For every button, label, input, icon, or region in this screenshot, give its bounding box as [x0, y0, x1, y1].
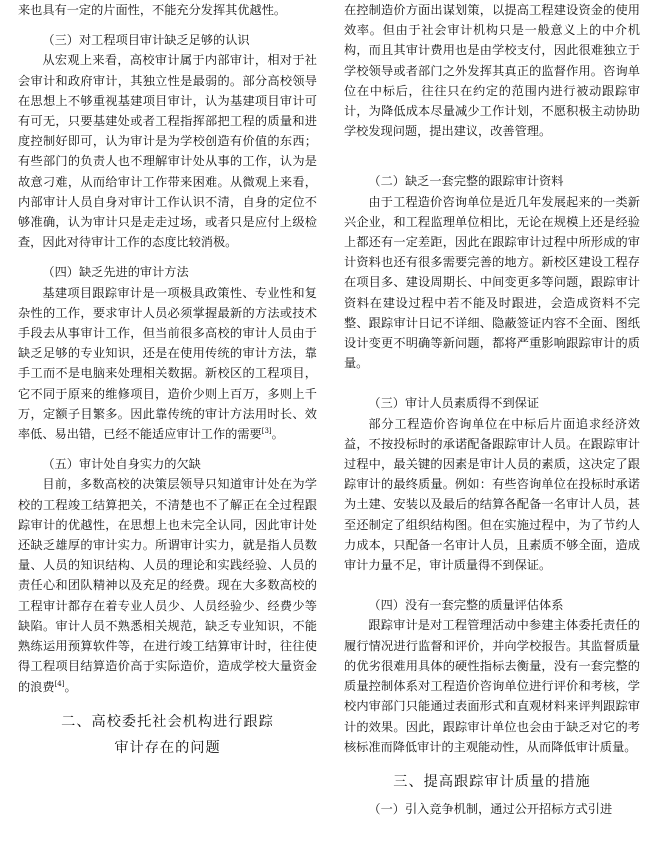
subheading-no-evaluation-system: （四）没有一套完整的质量评估体系 [368, 598, 564, 613]
paragraph-continuation: 来也具有一定的片面性，不能充分发挥其优越性。 [18, 3, 287, 17]
paragraph-text: 基建项目跟踪审计是一项极具政策性、专业性和复杂性的工作，要求审计人员必须掌握最新的方法或技术手段去从事审计工作，但当前很多高校的审计人员由于缺乏足够的专业知识，还是在使用传统的审计方法，靠手工而不是电脑来处理相关数据。新校区的工程项目，它不同于原来的维修项目，造价少则上百万，多则上千万，定额子目繁多。因此靠传统的审计方法用时长、效率低、易出错，已经不能适应审计工作的需要 [18, 285, 317, 442]
subheading-lack-of-awareness: （三）对工程项目审计缺乏足够的认识 [42, 33, 250, 48]
left-column [18, 0, 317, 761]
right-column [344, 0, 640, 819]
subheading-staff-quality: （三）审计人员素质得不到保证 [368, 396, 540, 411]
paragraph-end: 。 [64, 679, 77, 694]
subheading-competition-mechanism: （一）引入竞争机制，通过公开招标方式引进 [368, 801, 613, 816]
subheading-lack-of-strength: （五）审计处自身实力的欠缺 [42, 457, 201, 472]
subheading-incomplete-records: （二）缺乏一套完整的跟踪审计资料 [368, 174, 564, 189]
section-title-measures: 三、提高跟踪审计质量的措施 [393, 773, 591, 790]
citation-ref: [4] [54, 679, 65, 688]
paragraph-lack-of-methods [18, 283, 317, 445]
paragraph-end: 。 [271, 427, 284, 442]
paragraph-continuation: 在控制造价方面出谋划策，以提高工程建设资金的使用效率。但由于社会审计机构只是一般意义上的中介机构，而且其审计费用也是由学校支付，因此很难独立于学校领导或者部门之外发挥其真正的监督作用。咨询单位在中标后，往往只在约定的范围内进行被动跟踪审计，为降低成本尽量减少工作计划，不愿积极主动协助学校发现问题，提出建议，改善管理。 [344, 3, 640, 139]
paragraph-staff-quality: 部分工程造价咨询单位在中标后片面追求经济效益，不按投标时的承诺配备跟踪审计人员。在跟踪审计过程中，最关键的因素是审计人员的素质，这决定了跟踪审计的最终质量。例如：有些咨询单位在投标时承诺为土建、安装以及最后的结算各配备一名审计人员，甚至还制定了组织结构图。但在实施过程中，为了节约人力成本，只配备一名审计人员，且素质不够全面，造成审计力量不足，审计质量得不到保证。 [344, 416, 640, 573]
paragraph-text: 目前，多数高校的决策层领导只知道审计处在为学校的工程竣工结算把关，不清楚也不了解正在全过程跟踪审计的优越性，在思想上也未完全认同，因此审计处还缺乏雄厚的审计实力。所谓审计实力，就是指人员数量、人员的知识结构、人员的理论和实践经验、人员的责任心和团队精神以及充足的经费。现在大多数高校的工程审计都存在着专业人员少、人员经验少、经费少等缺陷。审计人员不熟悉相关规范，缺乏专业知识，不能熟练运用预算软件等，在进行竣工结算审计时，往往使得工程项目结算造价高于实际造价，造成学校大量资金的浪费 [18, 477, 317, 694]
paragraph-no-evaluation-system: 跟踪审计是对工程管理活动中参建主体委托责任的履行情况进行监督和评价，并向学校报告。其监督质量的优劣很难用具体的硬性指标去衡量，没有一套完整的质量控制体系对工程造价咨询单位进行评价和考核，学校内审部门只能通过表面形式和直观材料来评判跟踪审计的效果。因此，跟踪审计单位也会由于缺乏对它的考核标准而降低审计的主观能动性，从而降低审计质量。 [344, 618, 640, 754]
paragraph-incomplete-records: 由于工程造价咨询单位是近几年发展起来的一类新兴企业，和工程监理单位相比，无论在规模上还是经验上都还有一定差距，因此在跟踪审计过程中所形成的审计资料也还有很多需要完善的地方。新校区建设工程存在项目多、建设周期长、中间变更多等问题，跟踪审计资料在建设过程中若不能及时跟进，会造成资料不完整、跟踪审计日记不详细、隐蔽签证内容不全面、图纸设计变更不明确等新问题，都将严重影响跟踪审计的质量。 [344, 194, 640, 371]
section-title-line-2: 审计存在的问题 [114, 739, 221, 756]
paragraph-lack-of-strength [18, 474, 317, 696]
paragraph-lack-of-awareness: 从宏观上来看，高校审计属于内部审计，相对于社会审计和政府审计，其独立性是最弱的。部分高校领导在思想上不够重视基建项目审计，认为基建项目审计可有可无，只要基建处或者工程指挥部把工程的质量和进度控制好即可，认为审计是为学校创造有价值的东西；有些部门的负责人也不理解审计处从事的工作，认为是故意刁难，从而给审计工作带来困难。从微观上来看，内部审计人员自身对审计工作认识不清，自身的定位不够准确，认为审计只是走走过场，或者只是应付上级检查，因此对待审计工作的态度比较消极。 [18, 53, 317, 250]
subheading-lack-of-methods: （四）缺乏先进的审计方法 [42, 265, 189, 280]
citation-ref: [3] [261, 427, 272, 435]
section-title-line-1: 二、高校委托社会机构进行跟踪 [61, 713, 274, 730]
